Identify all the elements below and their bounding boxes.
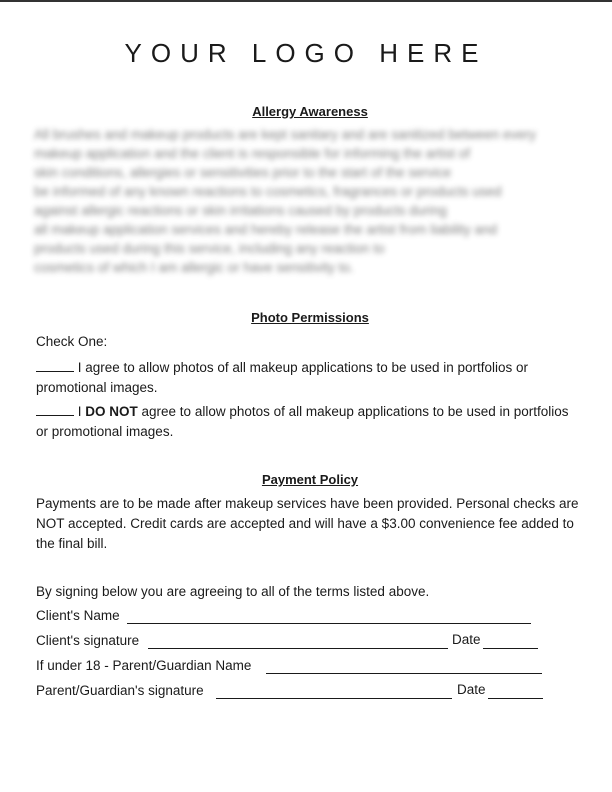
top-border xyxy=(0,0,612,2)
client-name-label: Client's Name xyxy=(36,608,120,623)
client-signature-field[interactable] xyxy=(148,647,448,649)
client-date-label: Date xyxy=(452,632,481,647)
do-not-emphasis: DO NOT xyxy=(85,404,138,419)
allergy-heading: Allergy Awareness xyxy=(252,104,368,119)
client-signature-label: Client's signature xyxy=(36,633,140,648)
disagree-checkbox-line[interactable] xyxy=(36,403,74,416)
guardian-name-field[interactable] xyxy=(266,672,542,674)
check-one-label: Check One: xyxy=(36,334,108,349)
blurred-line: All brushes and makeup products are kept sanitary and are sanitized between every xyxy=(34,127,537,142)
agree-checkbox-line[interactable] xyxy=(36,359,74,372)
logo-placeholder: YOUR LOGO HERE xyxy=(124,38,488,68)
photo-disagree-option xyxy=(36,402,576,442)
photo-disagree-prefix: I xyxy=(77,404,86,419)
blurred-line: be informed of any known reactions to cosmetics, fragrances or products used xyxy=(34,184,502,199)
blurred-line: cosmetics of which I am allergic or have sensitivity to. xyxy=(34,260,354,275)
blurred-line: products used during this service, including any reaction to xyxy=(34,241,385,256)
guardian-name-label: If under 18 - Parent/Guardian Name xyxy=(36,658,252,673)
blurred-line: all makeup application services and hereby release the artist from liability and xyxy=(34,222,497,237)
client-name-field[interactable] xyxy=(127,622,531,624)
photo-agree-option xyxy=(36,358,576,398)
allergy-blurred-text xyxy=(34,125,584,277)
payment-policy-text: Payments are to be made after makeup services have been provided. Personal checks are NOT accepted. Credit cards are accepted and will have a $3.00 convenience fee added to the final bill. xyxy=(36,496,579,551)
guardian-date-field[interactable] xyxy=(488,697,543,699)
guardian-signature-field[interactable] xyxy=(216,697,452,699)
photo-heading: Photo Permissions xyxy=(251,310,369,325)
photo-agree-text: I agree to allow photos of all makeup applications to be used in portfolios or promotional images. xyxy=(36,360,529,395)
blurred-line: skin conditions, allergies or sensitivities prior to the start of the service xyxy=(34,165,452,180)
photo-disagree-text: agree to allow photos of all makeup applications to be used in portfolios or promotional images. xyxy=(36,404,569,439)
blurred-line: against allergic reactions or skin irritations caused by products during xyxy=(34,203,447,218)
client-date-field[interactable] xyxy=(483,647,538,649)
blurred-line: makeup application and the client is responsible for informing the artist of xyxy=(34,146,470,161)
guardian-signature-label: Parent/Guardian's signature xyxy=(36,683,204,698)
guardian-date-label: Date xyxy=(457,682,486,697)
payment-heading: Payment Policy xyxy=(261,472,359,487)
signing-intro: By signing below you are agreeing to all of the terms listed above. xyxy=(36,584,430,599)
